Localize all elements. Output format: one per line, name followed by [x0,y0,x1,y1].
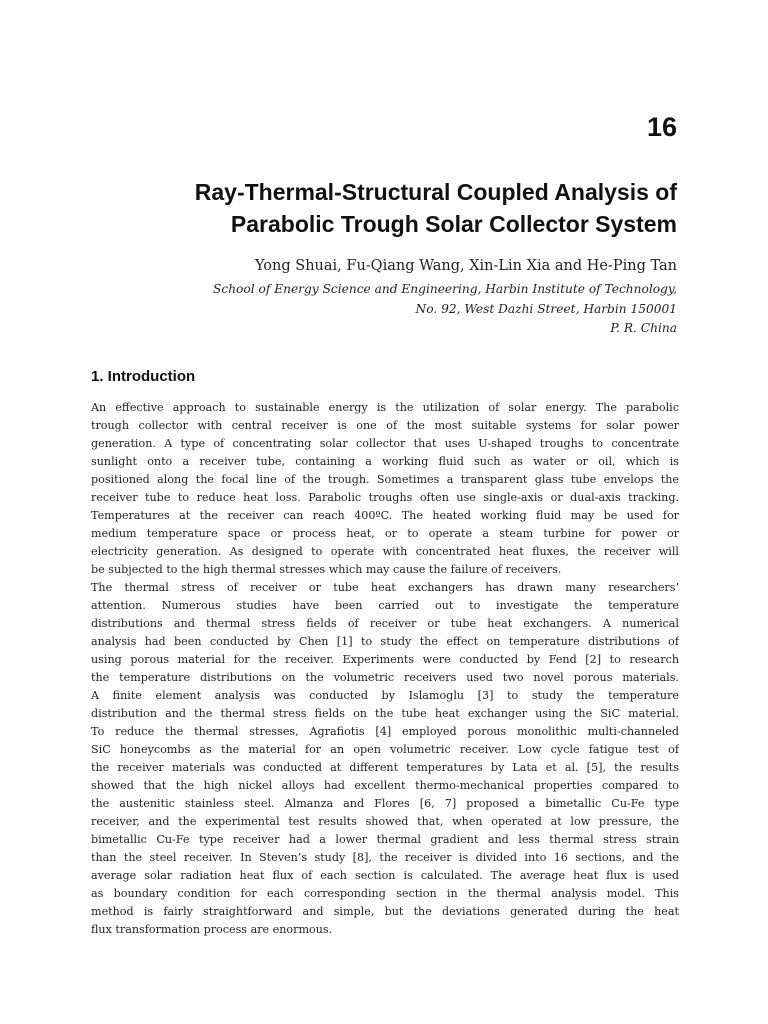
body-line: flux transformation process are enormous. [91,923,333,937]
body-line: An effective approach to sustainable energy is the utilization of solar energy. The parabolic [91,401,679,414]
body-line: SiC honeycombs as the material for an open volumetric receiver. Low cycle fatigue test of [91,743,679,757]
body-line: as boundary condition for each corresponding section in the thermal analysis model. This [91,887,679,901]
body-line: distribution and the thermal stress fields on the tube heat exchanger using the SiC material. [91,707,679,721]
body-line: using porous material for the receiver. Experiments were conducted by Fend [2] to research [91,653,679,667]
body-line: the receiver materials was conducted at different temperatures by Lata et al. [5], the results [91,761,679,775]
body-line: A finite element analysis was conducted by Islamoglu [3] to study the temperature [91,689,679,703]
body-line: receiver tube to reduce heat loss. Parabolic troughs often use single-axis or dual-axis tracking. [91,491,679,505]
body-line: electricity generation. As designed to operate with concentrated heat fluxes, the receiver will [91,545,679,559]
body-line: positioned along the focal line of the trough. Sometimes a transparent glass tube envelops the [91,473,679,487]
chapter-number: 16 [646,112,677,142]
body-line: the austenitic stainless steel. Almanza and Flores [6, 7] proposed a bimetallic Cu-Fe type [91,797,679,811]
authors: Yong Shuai, Fu-Qiang Wang, Xin-Lin Xia and He-Ping Tan [255,258,677,274]
body-line: Temperatures at the receiver can reach 400ºC. The heated working fluid may be used for [91,509,679,523]
body-line: than the steel receiver. In Steven’s study [8], the receiver is divided into 16 sections, and the [91,851,679,865]
affiliation-line: P. R. China [610,321,677,335]
body-line: average solar radiation heat flux of each section is calculated. The average heat flux is used [91,869,679,883]
body-line: be subjected to the high thermal stresses which may cause the failure of receivers. [91,563,562,577]
body-line: method is fairly straightforward and simple, but the deviations generated during the heat [91,905,679,919]
body-line: The thermal stress of receiver or tube heat exchangers has drawn many researchers’ [91,581,679,595]
body-line: the temperature distributions on the volumetric receivers used two novel porous materials. [91,671,679,685]
body-line: medium temperature space or process heat, or to operate a steam turbine for power or [91,527,679,541]
body-line: distributions and thermal stress fields of receiver or tube heat exchangers. A numerical [91,617,679,631]
body-line: bimetallic Cu-Fe type receiver had a lower thermal gradient and less thermal stress strain [91,833,679,847]
body-line: generation. A type of concentrating solar collector that uses U-shaped troughs to concentrate [91,437,679,451]
section-heading: 1. Introduction [91,368,196,385]
body-line: trough collector with central receiver is one of the most suitable systems for solar power [91,419,679,433]
body-line: showed that the high nickel alloys had excellent thermo-mechanical properties compared to [91,779,679,793]
body-line: receiver, and the experimental test results showed that, when operated at low pressure, the [91,815,679,829]
body-line: analysis had been conducted by Chen [1] to study the effect on temperature distributions of [91,635,679,649]
affiliation-line: School of Energy Science and Engineering, Harbin Institute of Technology, [213,282,677,296]
affiliation-line: No. 92, West Dazhi Street, Harbin 150001 [415,301,677,316]
body-text [91,399,679,939]
title-line: Parabolic Trough Solar Collector System [230,211,677,237]
body-line: attention. Numerous studies have been carried out to investigate the temperature [91,599,679,613]
title-line: Ray-Thermal-Structural Coupled Analysis of [194,179,677,205]
body-line: To reduce the thermal stresses, Agrafiotis [4] employed porous monolithic multi-channeled [91,725,679,739]
affiliation [117,280,677,339]
body-line: sunlight onto a receiver tube, containing a working fluid such as water or oil, which is [91,455,679,469]
chapter-title [77,176,677,240]
